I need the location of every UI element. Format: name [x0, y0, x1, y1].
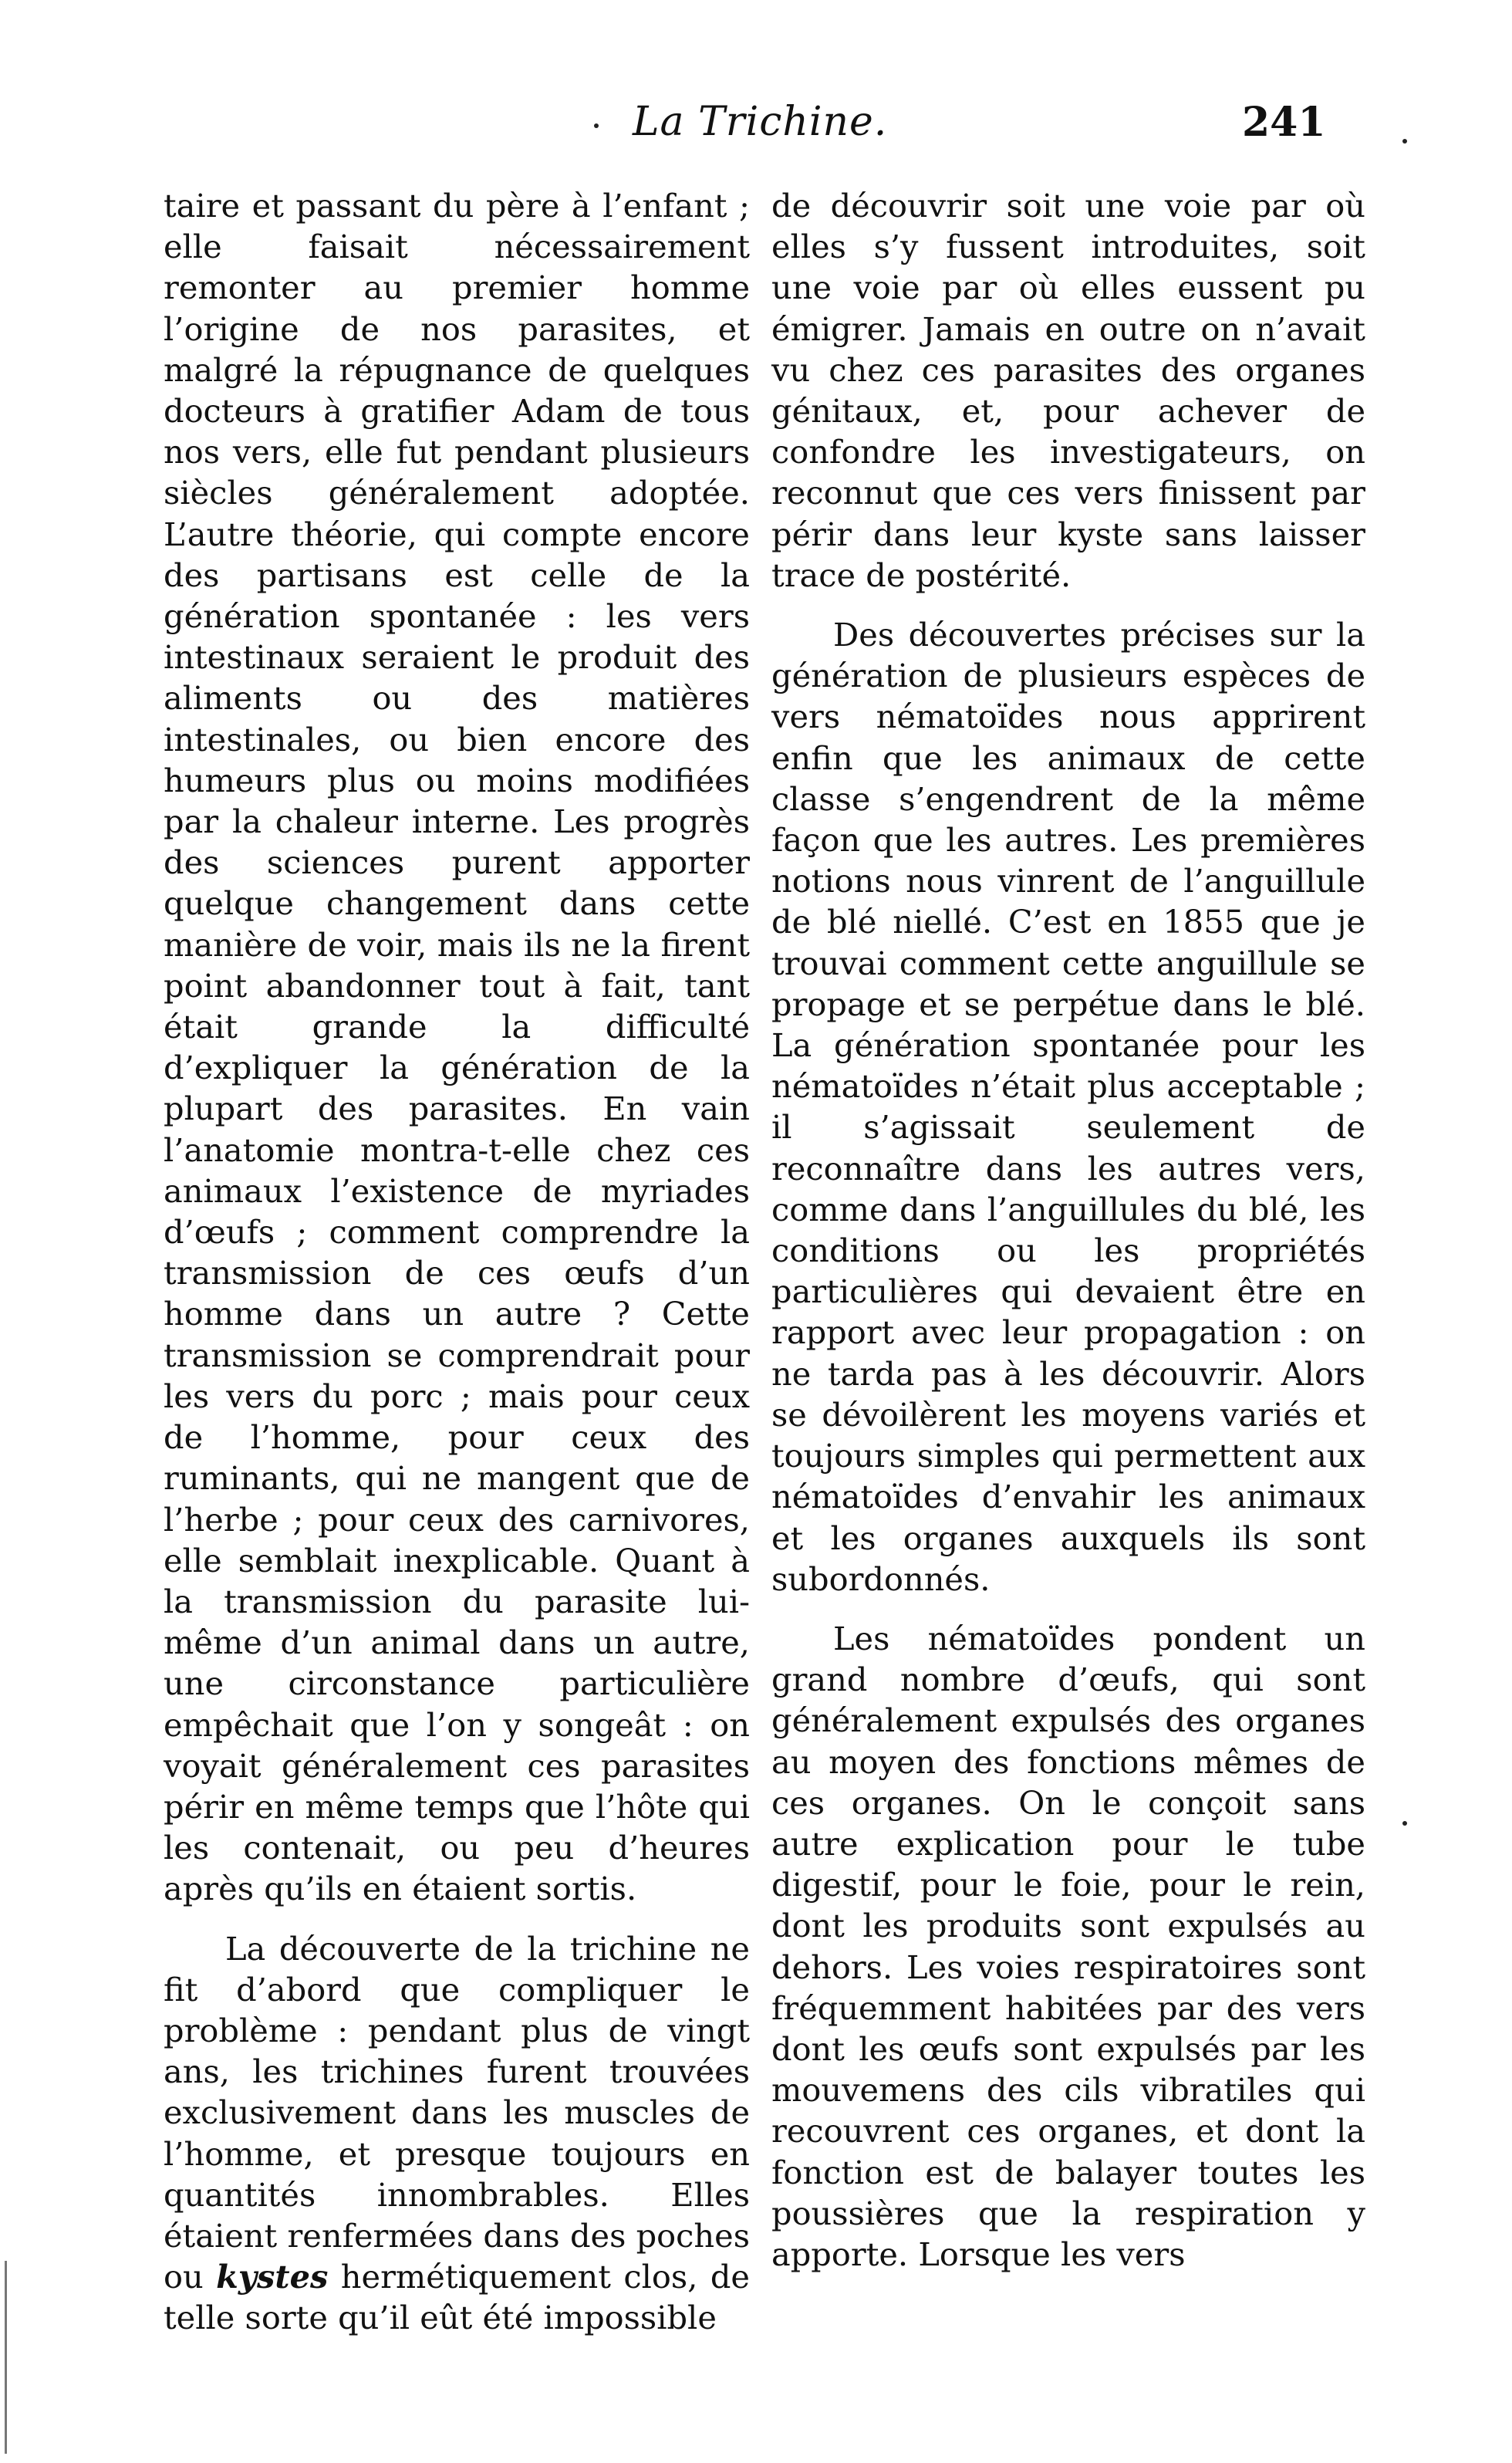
right-paragraph-2: Des découvertes précises sur la génération de plusieurs espèces de vers nématoïdes nous apprirent enfin que les animaux de cette classe s’engendrent de la même façon que les autres. Les premières notions nous vinrent de l’anguillule de blé niellé. C’est en 1855 que je trouvai comment cette anguillule se propage et se perpétue dans le blé. La génération spontanée pour les nématoïdes n’était plus acceptable ; il s’agissait seulement de reconnaître dans les autres vers, comme dans l’anguillules du blé, les conditions ou les propriétés particulières qui devaient être en rapport avec leur propagation : on ne tarda pas à les découvrir. Alors se dévoilèrent les moyens variés et toujours simples qui permettent aux nématoïdes d’envahir les animaux et les organes auxquels ils sont subordonnés. [771, 616, 1365, 1598]
left-column [164, 185, 750, 2339]
left-paragraph-2-text-a: La découverte de la trichine ne fit d’abord que compliquer le problème : pendant plus de vingt ans, les trichines furent trouvées exclusivement dans les muscles de l’homme, et presque toujours en quantités innombrables. Elles étaient renfermées dans des poches ou [164, 1929, 750, 2296]
print-speck [1402, 139, 1407, 144]
page-header [0, 99, 1512, 153]
print-speck [594, 123, 599, 128]
right-paragraph-1: de découvrir soit une voie par où elles s’y fussent introduites, soit une voie par où elles eussent pu émigrer. Jamais en outre on n’avait vu chez ces parasites des organes génitaux, et, pour achever de confondre les investigateurs, on reconnut que ces vers finissent par périr dans leur kyste sans laisser trace de postérité. [771, 187, 1365, 594]
right-paragraph-3: Les nématoïdes pondent un grand nombre d’œufs, qui sont généralement expulsés des organes au moyen des fonctions mêmes de ces organes. On le conçoit sans autre explication pour le tube digestif, pour le foie, pour le rein, dont les produits sont expulsés au dehors. Les voies respiratoires sont fréquemment habitées par des vers dont les œufs sont expulsés par les mouvemens des cils vibratiles qui recouvrent ces organes, et dont la fonction est de balayer toutes les poussières que la respiration y apporte. Lorsque les vers [771, 1619, 1365, 2273]
print-speck [1402, 1821, 1407, 1826]
left-paragraph-1: taire et passant du père à l’enfant ; elle faisait nécessairement remonter au premier homme l’origine de nos parasites, et malgré la répugnance de quelques docteurs à gratifier Adam de tous nos vers, elle fut pendant plusieurs siècles généralement adoptée. L’autre théorie, qui compte encore des partisans est celle de la génération spontanée : les vers intestinaux seraient le produit des aliments ou des matières intestinales, ou bien encore des humeurs plus ou moins modifiées par la chaleur interne. Les progrès des sciences purent apporter quelque changement dans cette manière de voir, mais ils ne la firent point abandonner tout à fait, tant était grande la difficulté d’expliquer la génération de la plupart des parasites. En vain l’anatomie montra-t-elle chez ces animaux l’existence de myriades d’œufs ; comment comprendre la transmission de ces œufs d’un homme dans un autre ? Cette transmission se comprendrait pour les vers du porc ; mais pour ceux de l’homme, pour ceux des ruminants, qui ne mangent que de l’herbe ; pour ceux des carnivores, elle semblait inexplicable. Quant à la transmission du parasite lui-même d’un animal dans un autre, une circonstance particulière empêchait que l’on y songeât : on voyait généralement ces parasites périr en même temps que l’hôte qui les contenait, ou peu d’heures après qu’ils en étaient sortis. [164, 187, 750, 1908]
left-paragraph-2-text-b: hermétiquement clos, de telle sorte qu’il eût été impossible [164, 2258, 750, 2337]
running-title: La Trichine. [633, 99, 888, 145]
scan-edge-mark [5, 2261, 7, 2454]
italic-term-kystes: kystes [216, 2258, 329, 2296]
right-column [771, 185, 1365, 2275]
page-number: 241 [1242, 99, 1326, 146]
left-paragraph-2 [164, 1928, 750, 2339]
